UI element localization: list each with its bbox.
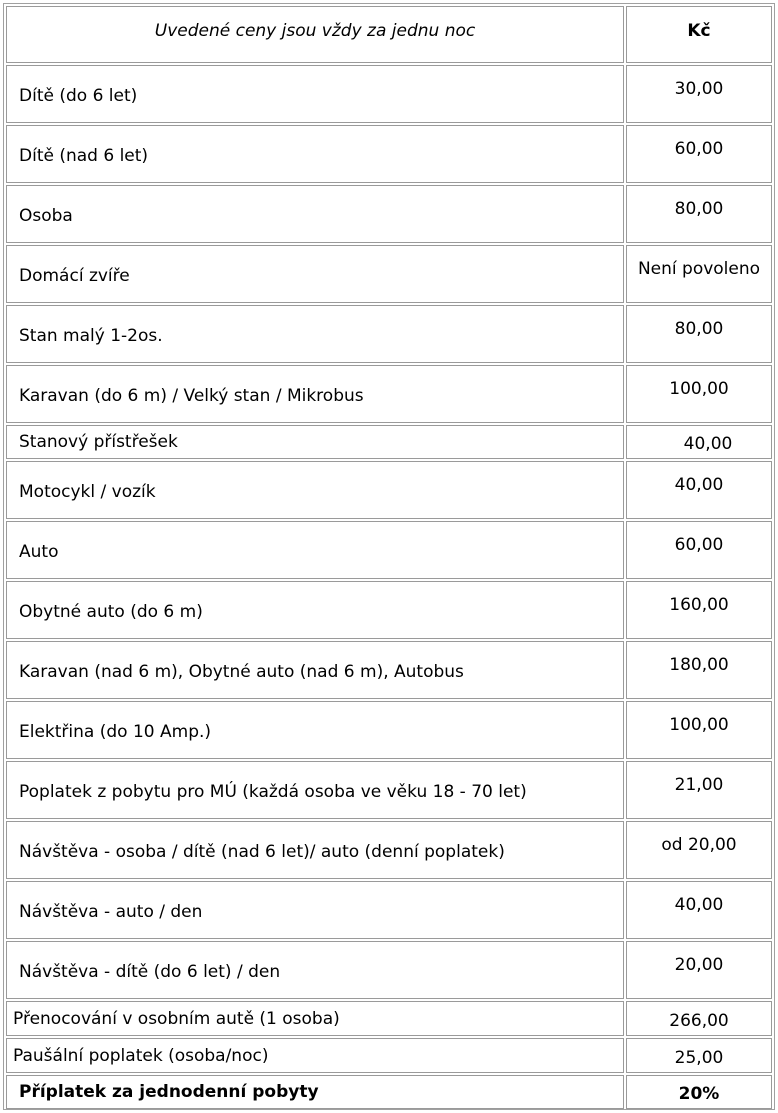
row-price: 40,00 xyxy=(626,425,772,459)
row-label: Návštěva - auto / den xyxy=(6,881,624,939)
row-price: 20% xyxy=(626,1075,772,1109)
row-price: 100,00 xyxy=(626,701,772,759)
table-row xyxy=(6,581,772,639)
row-label: Návštěva - osoba / dítě (nad 6 let)/ auto (denní poplatek) xyxy=(6,821,624,879)
row-label: Karavan (nad 6 m), Obytné auto (nad 6 m), Autobus xyxy=(6,641,624,699)
row-price: 80,00 xyxy=(626,185,772,243)
table-row xyxy=(6,701,772,759)
row-label: Domácí zvíře xyxy=(6,245,624,303)
table-row xyxy=(6,1038,772,1073)
row-price: 60,00 xyxy=(626,125,772,183)
row-label: Elektřina (do 10 Amp.) xyxy=(6,701,624,759)
row-label: Dítě (nad 6 let) xyxy=(6,125,624,183)
table-row xyxy=(6,1001,772,1036)
row-price: 160,00 xyxy=(626,581,772,639)
price-list-container xyxy=(3,3,775,1110)
row-price: 40,00 xyxy=(626,881,772,939)
row-label: Motocykl / vozík xyxy=(6,461,624,519)
row-label: Přenocování v osobním autě (1 osoba) xyxy=(6,1001,624,1036)
row-label: Osoba xyxy=(6,185,624,243)
table-header-row xyxy=(6,6,772,63)
table-row xyxy=(6,821,772,879)
table-row xyxy=(6,305,772,363)
row-label: Příplatek za jednodenní pobyty xyxy=(6,1075,624,1109)
row-price: od 20,00 xyxy=(626,821,772,879)
header-currency: Kč xyxy=(626,6,772,63)
row-price: 100,00 xyxy=(626,365,772,423)
table-row xyxy=(6,1075,772,1109)
row-price: Není povoleno xyxy=(626,245,772,303)
row-label: Stanový přístřešek xyxy=(6,425,624,459)
table-row xyxy=(6,521,772,579)
table-row xyxy=(6,65,772,123)
row-label: Obytné auto (do 6 m) xyxy=(6,581,624,639)
table-row xyxy=(6,461,772,519)
row-price: 25,00 xyxy=(626,1038,772,1073)
row-price: 80,00 xyxy=(626,305,772,363)
table-row xyxy=(6,881,772,939)
row-price: 20,00 xyxy=(626,941,772,999)
row-price: 60,00 xyxy=(626,521,772,579)
row-price: 21,00 xyxy=(626,761,772,819)
header-note: Uvedené ceny jsou vždy za jednu noc xyxy=(6,6,624,63)
row-label: Paušální poplatek (osoba/noc) xyxy=(6,1038,624,1073)
row-label: Poplatek z pobytu pro MÚ (každá osoba ve věku 18 - 70 let) xyxy=(6,761,624,819)
table-row xyxy=(6,761,772,819)
row-price: 30,00 xyxy=(626,65,772,123)
table-row xyxy=(6,245,772,303)
table-row xyxy=(6,185,772,243)
table-row xyxy=(6,365,772,423)
row-price: 40,00 xyxy=(626,461,772,519)
row-label: Auto xyxy=(6,521,624,579)
table-row xyxy=(6,941,772,999)
row-price: 266,00 xyxy=(626,1001,772,1036)
row-label: Stan malý 1-2os. xyxy=(6,305,624,363)
row-label: Návštěva - dítě (do 6 let) / den xyxy=(6,941,624,999)
table-row xyxy=(6,641,772,699)
table-row xyxy=(6,425,772,459)
price-table xyxy=(4,4,774,1111)
row-price: 180,00 xyxy=(626,641,772,699)
row-label: Karavan (do 6 m) / Velký stan / Mikrobus xyxy=(6,365,624,423)
row-label: Dítě (do 6 let) xyxy=(6,65,624,123)
table-row xyxy=(6,125,772,183)
